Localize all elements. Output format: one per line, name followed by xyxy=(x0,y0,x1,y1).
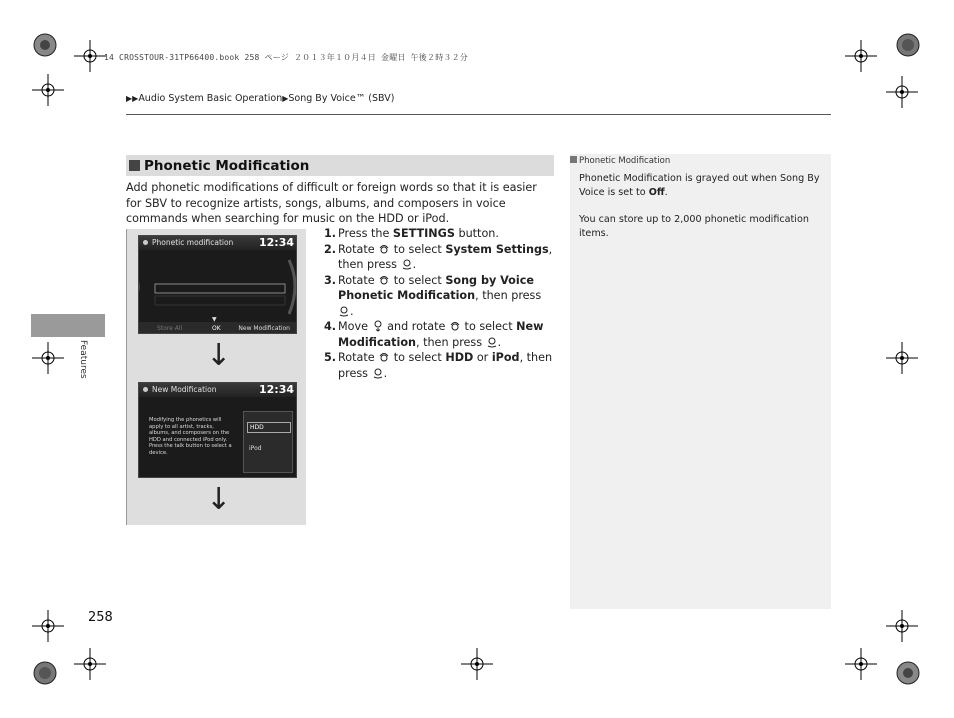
step-2: 2. Rotate to select System Settings, then press . xyxy=(324,242,553,271)
square-bullet-icon xyxy=(129,160,140,171)
step-3: 3. Rotate to select Song by Voice Phonetic Modification, then press . xyxy=(324,273,542,318)
registration-mark-icon xyxy=(32,660,58,686)
breadcrumb-item[interactable]: Song By Voice™ (SBV) xyxy=(288,93,395,104)
ok-button[interactable]: OK xyxy=(212,325,221,332)
new-modification-button[interactable]: New Modification xyxy=(238,325,290,332)
hdd-option[interactable]: HDD xyxy=(247,422,291,433)
breadcrumb-item[interactable]: Audio System Basic Operation xyxy=(138,93,283,104)
chapter-tab[interactable] xyxy=(31,314,105,337)
screen-clock: 12:34 xyxy=(258,236,294,249)
down-arrow-icon: ↓ xyxy=(206,338,232,373)
down-arrow-icon: ↓ xyxy=(206,482,232,517)
header-divider xyxy=(126,114,831,115)
note-marker-icon xyxy=(570,156,577,163)
screen-illustration-panel xyxy=(126,229,306,525)
crosshair-icon xyxy=(845,40,877,72)
registration-mark-icon xyxy=(32,32,58,58)
crosshair-icon xyxy=(845,648,877,680)
breadcrumb-arrow-icon: ▶ xyxy=(282,94,289,103)
menu-dot-icon xyxy=(143,387,148,392)
interface-dial-press-icon xyxy=(372,367,384,379)
crosshair-icon xyxy=(74,648,106,680)
procedure-steps xyxy=(320,226,556,381)
crosshair-icon xyxy=(32,342,64,374)
interface-dial-rotate-icon xyxy=(378,274,390,286)
step-5: 5. Rotate to select HDD or iPod, then press . xyxy=(324,351,553,380)
crosshair-icon xyxy=(74,40,106,72)
menu-dot-icon xyxy=(143,240,148,245)
device-list xyxy=(243,411,293,473)
store-all-button[interactable]: Store All xyxy=(157,325,183,332)
crosshair-icon xyxy=(32,74,64,106)
interface-dial-rotate-icon xyxy=(378,351,390,363)
breadcrumb-arrow-icon: ▶▶ xyxy=(126,94,139,103)
step-1: 1. Press the SETTINGS button. xyxy=(324,227,499,240)
side-note-title: Phonetic Modification xyxy=(570,156,670,166)
crosshair-icon xyxy=(886,610,918,642)
interface-dial-rotate-icon xyxy=(449,320,461,332)
section-title: Phonetic Modification xyxy=(144,157,310,174)
phonetic-modification-screen xyxy=(138,235,297,334)
screen-list-graphic xyxy=(139,250,296,320)
step-4: 4. Move and rotate to select New Modification, then press . xyxy=(324,320,544,349)
crosshair-icon xyxy=(886,76,918,108)
screen-message: Modifying the phonetics will apply to all artist, tracks, albums, and composers on the HDD and connected iPod only. Press the talk button to select a device. xyxy=(149,417,232,456)
screen-title: New Modification xyxy=(152,385,217,394)
side-note-paragraph: You can store up to 2,000 phonetic modification items. xyxy=(579,214,809,239)
breadcrumb xyxy=(126,93,394,104)
intro-paragraph: Add phonetic modifications of difficult or foreign words so that it is easier for SBV to recognize artists, songs, albums, and composers in voice commands when searching for music on the HDD or iPod. xyxy=(126,181,537,225)
registration-mark-icon xyxy=(895,32,921,58)
crosshair-icon xyxy=(886,342,918,374)
crosshair-icon xyxy=(32,610,64,642)
screen-title: Phonetic modification xyxy=(152,238,234,247)
page-number: 258 xyxy=(88,610,113,625)
print-header: 14 CROSSTOUR-31TP66400.book 258 ページ ２０１３年１０月４日 金曜日 午後２時３２分 xyxy=(104,53,469,62)
crosshair-icon xyxy=(461,648,493,680)
section-heading xyxy=(126,155,554,176)
interface-dial-press-icon xyxy=(338,305,350,317)
interface-dial-move-icon xyxy=(372,320,384,332)
side-note-paragraph: Phonetic Modification is grayed out when Song By Voice is set to Off. xyxy=(579,173,820,198)
down-caret-icon: ▼ xyxy=(212,316,217,323)
chapter-label: Features xyxy=(78,340,88,379)
ipod-option[interactable]: iPod xyxy=(249,445,262,452)
interface-dial-rotate-icon xyxy=(378,243,390,255)
interface-dial-press-icon xyxy=(401,258,413,270)
screen-clock: 12:34 xyxy=(258,383,294,396)
interface-dial-press-icon xyxy=(486,336,498,348)
registration-mark-icon xyxy=(895,660,921,686)
new-modification-screen xyxy=(138,382,297,478)
